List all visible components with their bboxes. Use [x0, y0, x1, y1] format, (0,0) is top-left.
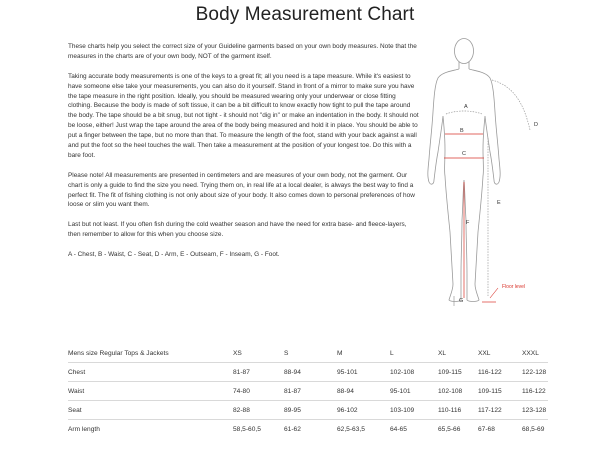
row-label: Chest — [68, 363, 233, 382]
table-cell: 64-65 — [390, 425, 407, 433]
label-f: F — [466, 220, 470, 226]
table-cell: 81-87 — [233, 363, 284, 382]
table-row — [68, 420, 548, 439]
arm-measure-line — [492, 80, 530, 130]
label-d: D — [534, 122, 538, 128]
table-header-row — [68, 344, 548, 363]
floor-level-label: Floor level — [502, 284, 526, 290]
table-cell: 103-109 — [390, 401, 438, 420]
table-cell: 116-122 — [478, 363, 522, 382]
table-cell: 110-116 — [438, 401, 478, 420]
label-b: B — [460, 128, 464, 134]
header-m: M — [337, 344, 390, 363]
table-cell: 102-108 — [390, 363, 438, 382]
table-row — [68, 401, 548, 420]
page-title: Body Measurement Chart — [195, 4, 415, 25]
label-g: G — [459, 298, 464, 304]
header-xxl: XXL — [478, 344, 522, 363]
row-label: Arm length — [68, 425, 100, 433]
measurement-legend: A - Chest, B - Waist, C - Seat, D - Arm, E - Outseam, F - Inseam, G - Foot. — [68, 250, 280, 258]
header-xs: XS — [233, 344, 284, 363]
paragraph-intro: These charts help you select the correct size of your Guideline garments based on your own body measures. Note that the measures in the charts are of your own body, NOT of the garment itself. — [68, 43, 417, 60]
table-cell: 74-80 — [233, 382, 284, 401]
paragraph-layers: Last but not least. If you often fish during the cold weather season and have the need for extra base- and fleece-layers, then remember to allow for this when you choose size. — [68, 221, 407, 239]
paragraph-note: Please note! All measurements are presented in centimeters and are measures of your own body, not the garment. Our chart is only a guide to find the size you need. Trying them on, in real life at a local dealer, is always the best way to find a perfect fit. The fit of fishing clothing is not only about size of your body. It also comes down to personal preferences of how loose or slim you want them. — [68, 171, 415, 209]
table-cell: 116-122 — [522, 382, 548, 401]
table-cell: 88-94 — [337, 382, 390, 401]
table-cell: 68,5-69 — [522, 425, 545, 433]
header-l: L — [390, 344, 438, 363]
table-cell: 123-128 — [522, 401, 548, 420]
table-cell: 95-101 — [390, 382, 438, 401]
table-cell: 109-115 — [438, 363, 478, 382]
table-cell: 96-102 — [337, 401, 390, 420]
label-e: E — [497, 200, 501, 206]
table-cell: 95-101 — [337, 363, 390, 382]
table-cell: 58,5-60,5 — [233, 425, 261, 433]
head-outline — [455, 39, 474, 64]
table-cell: 65,5-66 — [438, 425, 461, 433]
chest-measure-line — [446, 111, 482, 114]
table-cell: 122-128 — [522, 363, 548, 382]
table-cell: 102-108 — [438, 382, 478, 401]
table-cell: 88-94 — [284, 363, 337, 382]
label-c: C — [462, 151, 466, 157]
intro-text — [68, 42, 420, 270]
table-cell: 61-62 — [284, 425, 301, 433]
body-figure-diagram — [424, 34, 554, 310]
table-cell: 82-88 — [233, 401, 284, 420]
paragraph-how-to-measure: Taking accurate body measurements is one of the keys to a great fit; all you need is a tape measure. While it's easiest to have someone else take your measurements, you can also do it yourself. Stand in front of a mirror to make sure you have the tape measure in the right position. Ideally, you should be measured wearing only your underwear or close fitting clothing. Because the body is made of soft tissue, it can be a bit difficult to know exactly how tight to pull the tape around the body. The tape should be a bit snug, but not tight - it should not "dig in" or make an indentation in the body. It should not be loose, either! Just wrap the tape around the area of the body being measured and hold it in place. You should be able to put a finger between the tape, but no more than that. To measure the length of the foot, stand with your back against a wall and put the foot so the heel touches the wall. Then take a measurement at the position of your longest toe. Do this with a bare foot. — [68, 72, 419, 159]
table-row — [68, 382, 548, 401]
table-cell: 67-68 — [478, 425, 495, 433]
size-chart-table — [68, 344, 548, 438]
row-label: Seat — [68, 401, 233, 420]
label-a: A — [464, 104, 468, 110]
table-cell: 89-95 — [284, 401, 337, 420]
header-s: S — [284, 344, 337, 363]
table-cell: 62,5-63,5 — [337, 425, 365, 433]
floor-arrow — [490, 288, 498, 298]
table-cell: 117-122 — [478, 401, 522, 420]
table-cell: 81-87 — [284, 382, 337, 401]
table-row — [68, 363, 548, 382]
header-xl: XL — [438, 344, 478, 363]
header-xxxl: XXXL — [522, 344, 548, 363]
header-size-type: Mens size Regular Tops & Jackets — [68, 344, 233, 363]
table-cell: 109-115 — [478, 382, 522, 401]
row-label: Waist — [68, 382, 233, 401]
